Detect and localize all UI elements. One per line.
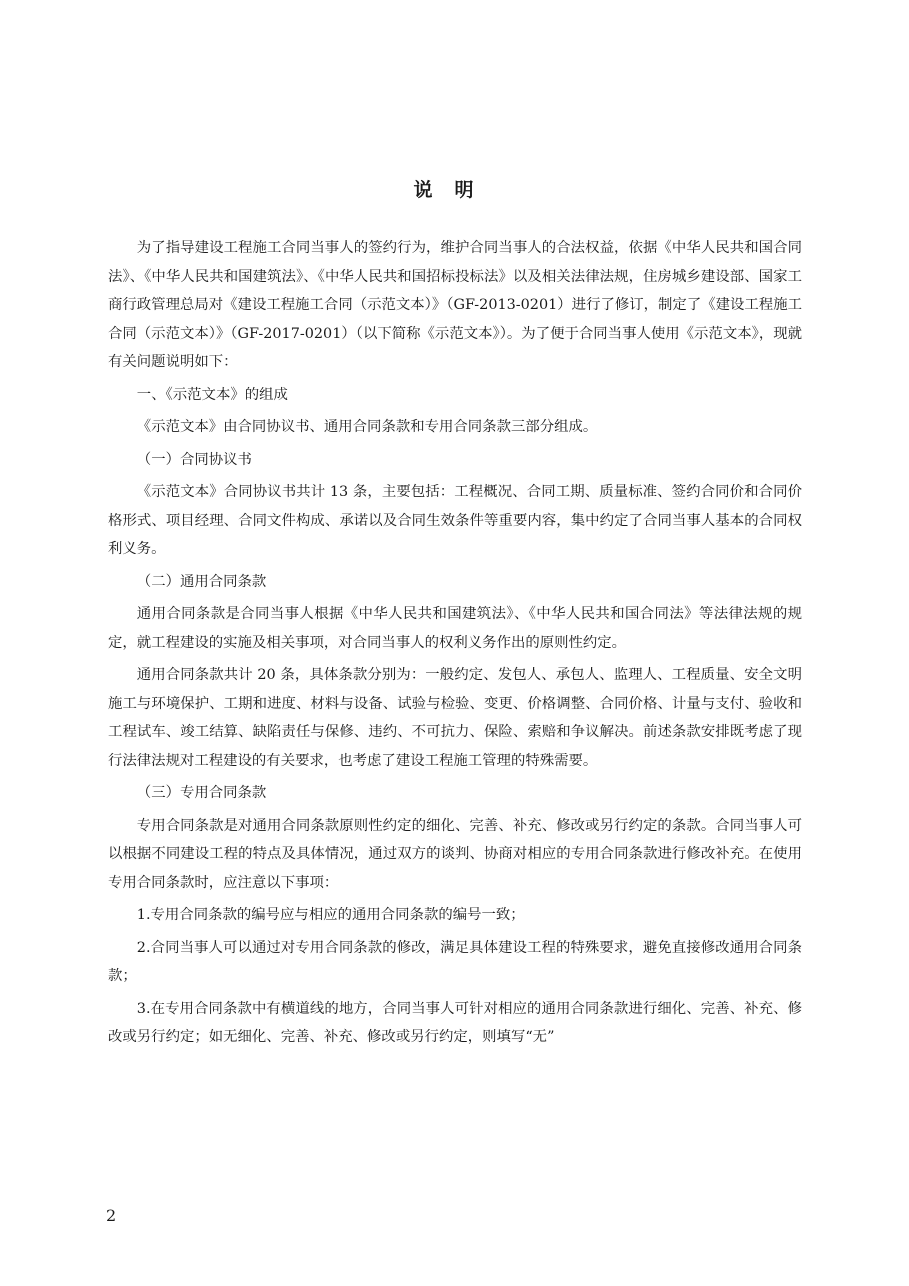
paragraph: 专用合同条款是对通用合同条款原则性约定的细化、完善、补充、修改或另行约定的条款。合同当事人可以根据不同建设工程的特点及具体情况，通过双方的谈判、协商对相应的专用合同条款进行修改补充。在使用专用合同条款时，应注意以下事项： bbox=[108, 817, 802, 891]
list-item: 1.专用合同条款的编号应与相应的通用合同条款的编号一致； bbox=[136, 907, 525, 923]
paragraph: 通用合同条款是合同当事人根据《中华人民共和国建筑法》、《中华人民共和国合同法》等法律法规的规定，就工程建设的实施及相关事项，对合同当事人的权利义务作出的原则性约定。 bbox=[108, 606, 802, 651]
list-item: 3.在专用合同条款中有横道线的地方，合同当事人可针对相应的通用合同条款进行细化、完善、补充、修改或另行约定；如无细化、完善、补充、修改或另行约定，则填写“无” bbox=[108, 1000, 802, 1045]
paragraph: 《示范文本》合同协议书共计 13 条，主要包括：工程概况、合同工期、质量标准、签约合同价和合同价格形式、项目经理、合同文件构成、承诺以及合同生效条件等重要内容，集中约定了合同当事人基本的合同权利义务。 bbox=[108, 484, 802, 557]
subsection-heading-special-terms: （三）专用合同条款 bbox=[136, 785, 267, 801]
page-number: 2 bbox=[106, 1206, 117, 1225]
subsection-heading-agreement: （一）合同协议书 bbox=[136, 451, 252, 468]
list-item: 2.合同当事人可以通过对专用合同条款的修改，满足具体建设工程的特殊要求，避免直接修改通用合同条款； bbox=[108, 939, 802, 984]
subsection-heading-general-terms: （二）通用合同条款 bbox=[136, 573, 267, 590]
document-body bbox=[108, 234, 802, 1052]
paragraph: 通用合同条款共计 20 条，具体条款分别为：一般约定、发包人、承包人、监理人、工程质量、安全文明施工与环境保护、工期和进度、材料与设备、试验与检验、变更、价格调整、合同价格、计量与支付、验收和工程试车、竣工结算、缺陷责任与保修、违约、不可抗力、保险、索赔和争议解决。前述条款安排既考虑了现行法律法规对工程建设的有关要求，也考虑了建设工程施工管理的特殊需要。 bbox=[108, 667, 802, 769]
intro-paragraph: 为了指导建设工程施工合同当事人的签约行为，维护合同当事人的合法权益，依据《中华人民共和国合同法》、《中华人民共和国建筑法》、《中华人民共和国招标投标法》以及相关法律法规，住房城乡建设部、国家工商行政管理总局对《建设工程施工合同（示范文本）》（GF-2013-0201）进行了修订，制定了《建设工程施工合同（示范文本）》（GF-2017-0201）（以下简称《示范文本》）。为了便于合同当事人使用《示范文本》，现就有关问题说明如下： bbox=[108, 240, 802, 370]
page-title: 说明 bbox=[413, 179, 496, 201]
section-heading-composition: 一、《示范文本》的组成 bbox=[136, 386, 288, 403]
paragraph: 《示范文本》由合同协议书、通用合同条款和专用合同条款三部分组成。 bbox=[136, 419, 598, 435]
